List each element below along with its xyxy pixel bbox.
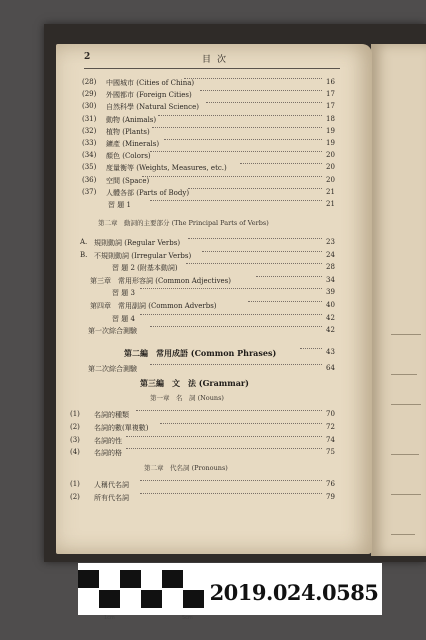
entry-page-number: 39 [326,288,335,297]
entry-title: 第一章 名 詞 (Nouns) [150,394,224,402]
entry-title: 第二章 代名詞 (Pronouns) [144,464,228,472]
dot-leader [150,326,322,327]
dot-leader [248,301,322,302]
entry-number: (35) [82,163,97,172]
entry-title: 第二次綜合測驗 [88,365,137,373]
entry-title: 習 題 1 [108,201,131,209]
entry-page-number: 23 [326,238,335,246]
entry-page-number: 64 [326,364,335,372]
entry-page-number: 42 [326,326,335,335]
toc-entry [0,276,420,288]
entry-number: (1) [70,410,80,418]
toc-entry [0,139,420,151]
entry-page-number: 28 [326,263,335,272]
entry-page-number: 19 [326,126,335,135]
scale-ruler [78,568,204,616]
toc-entry [0,410,420,422]
toc-entry [0,326,420,338]
entry-title: 人體各部 (Parts of Body) [106,188,190,197]
entry-title: 第四章 常用副詞 (Common Adverbs) [90,302,217,310]
entry-number: (28) [82,78,97,86]
toc-entry [0,463,420,475]
toc-entry [0,251,420,263]
entry-number: (37) [82,187,97,196]
entry-page-number: 43 [326,348,335,356]
entry-title: 顏色 (Colors) [106,152,151,161]
entry-number: (36) [82,175,97,184]
dot-leader [200,90,322,91]
toc-entry [0,238,420,250]
entry-number: B. [80,250,88,259]
dot-leader [150,364,322,365]
ruler-square [141,570,162,588]
entry-page-number: 40 [326,301,335,309]
entry-page-number: 75 [326,448,335,457]
ruler-square [99,590,120,608]
ruler-square [162,590,183,608]
toc-entry [0,448,420,460]
toc-entry [0,436,420,448]
dot-leader [150,151,322,152]
toc-entry [0,480,420,492]
ruler-square [99,570,120,588]
entry-title: 鑛產 (Minerals) [106,140,160,148]
entry-page-number: 20 [326,175,335,184]
entry-page-number: 74 [326,435,335,444]
dot-leader [152,127,322,128]
entry-title: 人稱代名詞 [94,481,129,489]
entry-title: 度量衡等 (Weights, Measures, etc.) [106,164,227,173]
toc-entry [0,393,420,405]
dot-leader [150,200,322,201]
toc-entry [0,78,420,90]
toc-entry [0,288,420,300]
dot-leader [160,423,322,424]
dot-leader [136,410,322,411]
entry-number: (2) [70,492,80,501]
entry-number: (34) [82,151,97,160]
entry-title: 第二編 常用成語 (Common Phrases) [124,348,277,358]
toc-entry [0,218,420,230]
toc-entry [0,200,420,212]
dot-leader [240,163,322,164]
entry-number: (31) [82,114,97,123]
toc-entry [0,115,420,127]
page-number: 2 [84,52,91,62]
ruler-square [78,590,99,608]
entry-number: (1) [70,480,80,488]
entry-title: 植物 (Plants) [106,127,150,136]
dot-leader [164,139,322,140]
dot-leader [186,263,322,264]
dot-leader [158,115,322,116]
entry-page-number: 19 [326,139,335,147]
entry-page-number: 79 [326,492,335,501]
toc-entry [0,176,420,188]
dot-leader [140,314,322,315]
entry-title: 外國都市 (Foreign Cities) [106,91,192,100]
entry-number: (33) [82,139,97,147]
entry-title: 自然科學 (Natural Science) [106,103,199,112]
dot-leader [140,493,322,494]
toc-entry [0,90,420,102]
ruler-label-1cm: 1cm [104,615,115,621]
entry-number: (30) [82,102,97,111]
toc-entry [0,301,420,313]
toc-entry [0,163,420,175]
entry-page-number: 16 [326,78,335,86]
dot-leader [126,448,322,449]
toc-entry [0,263,420,275]
toc-entry [0,314,420,326]
dot-leader [202,251,322,252]
entry-title: 習 題 2 (附基本動詞) [112,264,178,273]
entry-title: 名詞的數(單複數) [94,423,149,432]
entry-page-number: 20 [326,151,335,160]
ruler-square [183,570,204,588]
entry-number: (3) [70,435,80,444]
entry-page-number: 24 [326,250,335,259]
toc-entry [0,348,420,360]
ruler-square [183,590,204,608]
entry-page-number: 72 [326,422,335,431]
dot-leader [188,238,322,239]
entry-page-number: 42 [326,313,335,322]
entry-page-number: 21 [326,187,335,196]
entry-number: A. [80,238,88,246]
toc-entry [0,151,420,163]
entry-title: 名詞的格 [94,449,122,458]
entry-number: (29) [82,90,97,99]
entry-title: 動物 (Animals) [106,115,157,124]
ruler-square [120,590,141,608]
entry-title: 不規則動詞 (Irregular Verbs) [94,251,192,260]
ruler-square [78,570,99,588]
entry-title: 規則動詞 (Regular Verbs) [94,239,181,247]
dot-leader [184,78,322,79]
entry-title: 中國城市 (Cities of China) [106,79,195,87]
entry-page-number: 34 [326,275,335,284]
entry-title: 第三章 常用形容詞 (Common Adjectives) [90,276,231,285]
entry-page-number: 70 [326,410,335,418]
toc-entry [0,188,420,200]
dot-leader [188,188,322,189]
dot-leader [142,176,322,177]
entry-title: 空間 (Space) [106,176,150,185]
dot-leader [206,102,322,103]
page-header [84,52,342,66]
entry-title: 第二章 動詞的主要部分 (The Principal Parts of Verbs) [98,219,269,227]
accession-number: 2019.024.0585 [206,573,382,613]
entry-page-number: 17 [326,102,335,111]
toc-entry [0,127,420,139]
entry-page-number: 21 [326,200,335,208]
entry-title: 第三編 文 法 (Grammar) [140,378,249,388]
entry-number: (2) [70,422,80,431]
dot-leader [300,348,322,349]
entry-page-number: 76 [326,480,335,488]
entry-page-number: 18 [326,114,335,123]
entry-title: 第一次綜合測驗 [88,327,137,336]
dot-leader [140,288,322,289]
toc-entry [0,102,420,114]
entry-title: 習 題 3 [112,289,135,298]
toc-entry [0,378,420,390]
ruler-square [162,570,183,588]
entry-page-number: 17 [326,90,335,99]
entry-page-number: 20 [326,163,335,172]
entry-number: (4) [70,448,80,457]
entry-number: (32) [82,126,97,135]
dot-leader [126,436,322,437]
entry-title: 所有代名詞 [94,493,129,502]
dot-leader [256,276,322,277]
ruler-square [120,570,141,588]
ruler-label-5cm: 5cm [182,615,193,621]
entry-title: 名詞的性 [94,436,122,445]
toc-entry [0,364,420,376]
ruler-square [141,590,162,608]
page-title: 目次 [202,55,233,65]
header-rule [84,68,340,69]
entry-title: 習 題 4 [112,314,135,323]
dot-leader [140,480,322,481]
toc-entry [0,423,420,435]
toc-entry [0,493,420,505]
entry-title: 名詞的種類 [94,411,129,419]
